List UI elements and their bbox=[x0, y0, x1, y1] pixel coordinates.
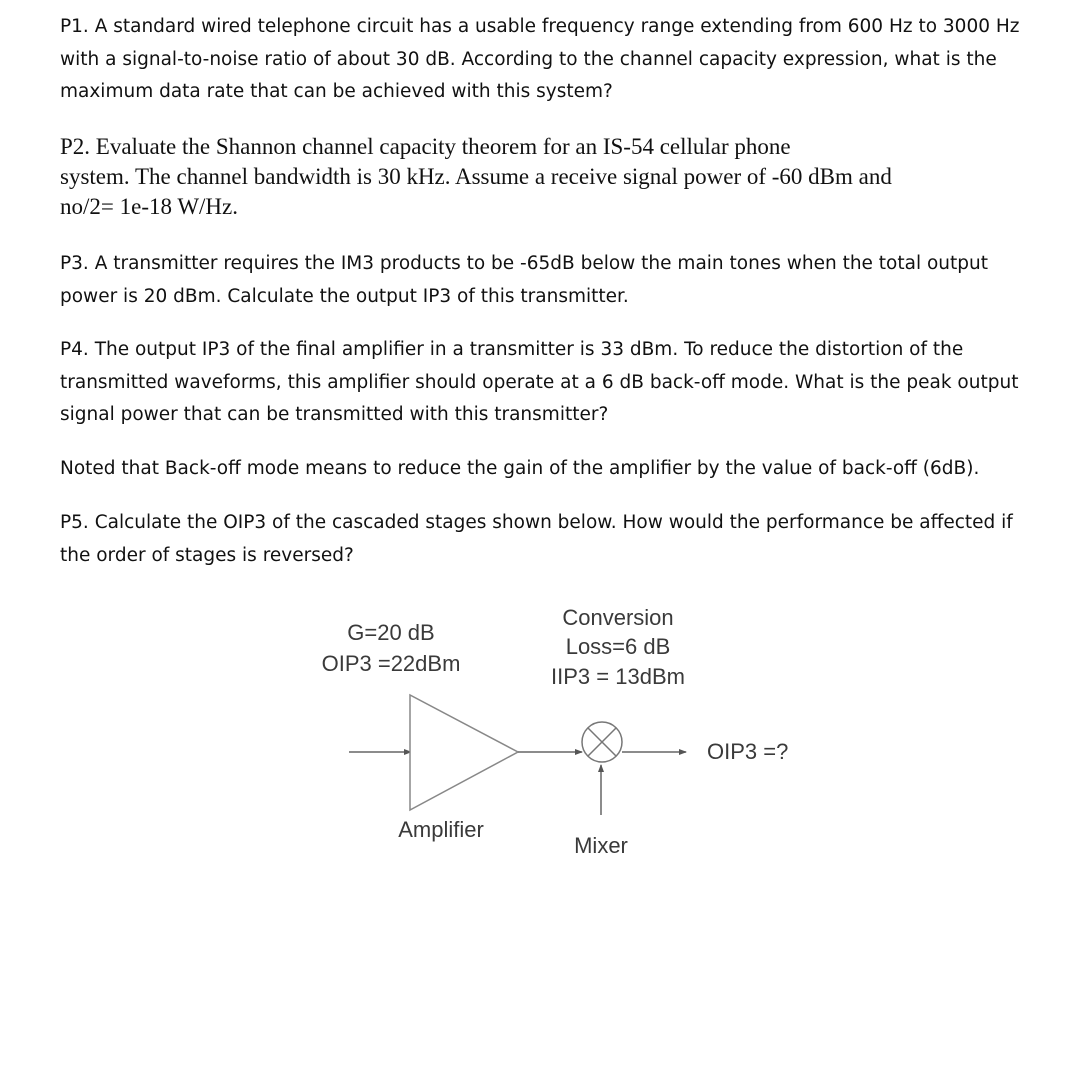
text-line: Noted that Back-off mode means to reduce the gain of the amplifier by the value of back-off (6dB). bbox=[60, 458, 980, 479]
mixer-iip3-label: IIP3 = 13dBm bbox=[551, 664, 685, 689]
text-line: with a signal-to-noise ratio of about 30 dB. According to the channel capacity expression, what is the bbox=[60, 48, 997, 70]
text-line: P2. Evaluate the Shannon channel capacity theorem for an IS-54 cellular phone bbox=[60, 134, 791, 159]
text-line: system. The channel bandwidth is 30 kHz. Assume a receive signal power of -60 dBm and bbox=[60, 164, 892, 189]
text-line: P5. Calculate the OIP3 of the cascaded stages shown below. How would the performance be affected if bbox=[60, 512, 1013, 533]
amplifier-triangle-icon bbox=[410, 695, 518, 810]
text-line: no/2= 1e-18 W/Hz. bbox=[60, 194, 238, 219]
text-line: transmitted waveforms, this amplifier should operate at a 6 dB back-off mode. What is the peak output bbox=[60, 371, 1019, 393]
text-line: power is 20 dBm. Calculate the output IP3 of this transmitter. bbox=[60, 285, 629, 307]
output-oip3-label: OIP3 =? bbox=[707, 739, 789, 764]
amplifier-gain-label: G=20 dB bbox=[347, 620, 435, 645]
text-line: P3. A transmitter requires the IM3 products to be -65dB below the main tones when the total output bbox=[60, 253, 989, 274]
text-line: signal power that can be transmitted with this transmitter? bbox=[60, 404, 609, 425]
mixer-caption: Mixer bbox=[574, 833, 628, 858]
amplifier-caption: Amplifier bbox=[398, 817, 484, 842]
mixer-conversion-label: Conversion bbox=[562, 605, 674, 630]
text-line: maximum data rate that can be achieved with this system? bbox=[60, 81, 613, 102]
mixer-loss-label: Loss=6 dB bbox=[565, 634, 671, 659]
mixer-symbol-icon bbox=[582, 722, 622, 762]
amplifier-oip3-label: OIP3 =22dBm bbox=[321, 651, 461, 676]
text-line: P1. A standard wired telephone circuit has a usable frequency range extending from 600 Hz to 3000 Hz bbox=[60, 16, 1020, 37]
text-line: the order of stages is reversed? bbox=[60, 544, 354, 566]
text-line: P4. The output IP3 of the final amplifier in a transmitter is 33 dBm. To reduce the distortion of the bbox=[60, 339, 964, 360]
